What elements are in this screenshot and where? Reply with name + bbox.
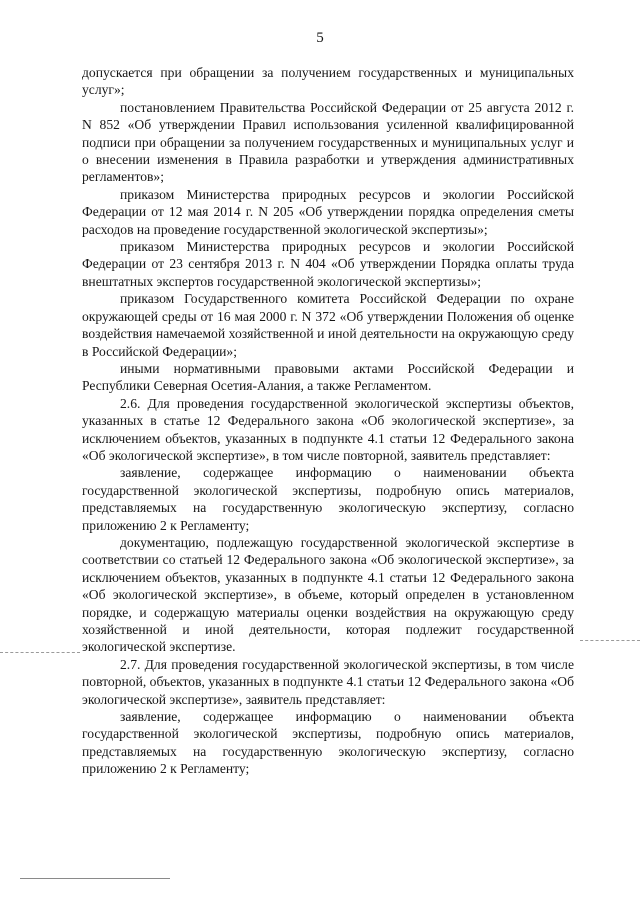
paragraph-order-404: приказом Министерства природных ресурсов и экологии Российской Федерации от 23 сентября 2013 г. N 404 «Об утверждении Порядка оплаты труда внештатных экспертов государственной экологической экспертизы»; <box>82 239 574 289</box>
scan-artifact-line-left <box>0 652 80 653</box>
paragraph-decree-852: постановлением Правительства Российской Федерации от 25 августа 2012 г. N 852 «Об утверждении Правил использования усиленной квалифицированной подписи при обращении за получением государственных и муниципальных услуг и о внесении изменения в Правила разработки и утверждения административных регламентов»; <box>82 99 574 185</box>
paragraph-order-205: приказом Министерства природных ресурсов и экологии Российской Федерации от 12 мая 2014 г. N 205 «Об утверждении порядка определения сметы расходов на проведение государственной экологической экспертизы»; <box>82 186 574 237</box>
paragraph-application-2-6: заявление, содержащее информацию о наименовании объекта государственной экологической экспертизы, подробную опись материалов, представляемых на государственную экологическую экспертизу, согласно приложению 2 к Регламенту; <box>82 465 574 533</box>
paragraph-section-2-6: 2.6. Для проведения государственной экологической экспертизы объектов, указанных в статье 12 Федерального закона «Об экологической экспертизе», за исключением объектов, указанных в подпункте 4.1 статьи 12 Федерального закона «Об экологической экспертизе», в том числе повторной, заявитель представляет: <box>82 395 574 463</box>
footnote-divider <box>20 878 170 879</box>
paragraph-application-2-7: заявление, содержащее информацию о наименовании объекта государственной экологической экспертизы, подробную опись материалов, представляемых на государственную экологическую экспертизу, согласно приложению 2 к Регламенту; <box>82 709 574 777</box>
paragraph-continuation: допускается при обращении за получением государственных и муниципальных услуг»; <box>82 65 574 98</box>
paragraph-order-372: приказом Государственного комитета Российской Федерации по охране окружающей среды от 16 мая 2000 г. N 372 «Об утверждении Положения об оценке воздействия намечаемой хозяйственной и иной деятельности на окружающую среду в Российской Федерации»; <box>82 291 574 359</box>
page-number: 5 <box>316 30 324 46</box>
paragraph-section-2-7: 2.7. Для проведения государственной экологической экспертизы, в том числе повторной, объектов, указанных в подпункте 4.1 статьи 12 Федерального закона «Об экологической экспертизе», заявитель представляет: <box>82 656 574 707</box>
paragraph-other-acts: иными нормативными правовыми актами Российской Федерации и Республики Северная Осетия-Алания, а также Регламентом. <box>82 360 574 394</box>
paragraph-documentation-2-6: документацию, подлежащую государственной экологической экспертизе в соответствии со статьей 12 Федерального закона «Об экологической экспертизе», за исключением объектов, указанных в подпункте 4.1 статьи 12 Федерального закона «Об экологической экспертизе», в объеме, который определен в установленном порядке, и содержащую материалы оценки воздействия на окружающую среду хозяйственной и иной деятельности, которая подлежит государственной экологической экспертизе. <box>82 534 574 655</box>
document-body <box>82 64 574 778</box>
scan-artifact-line-right <box>580 640 640 641</box>
